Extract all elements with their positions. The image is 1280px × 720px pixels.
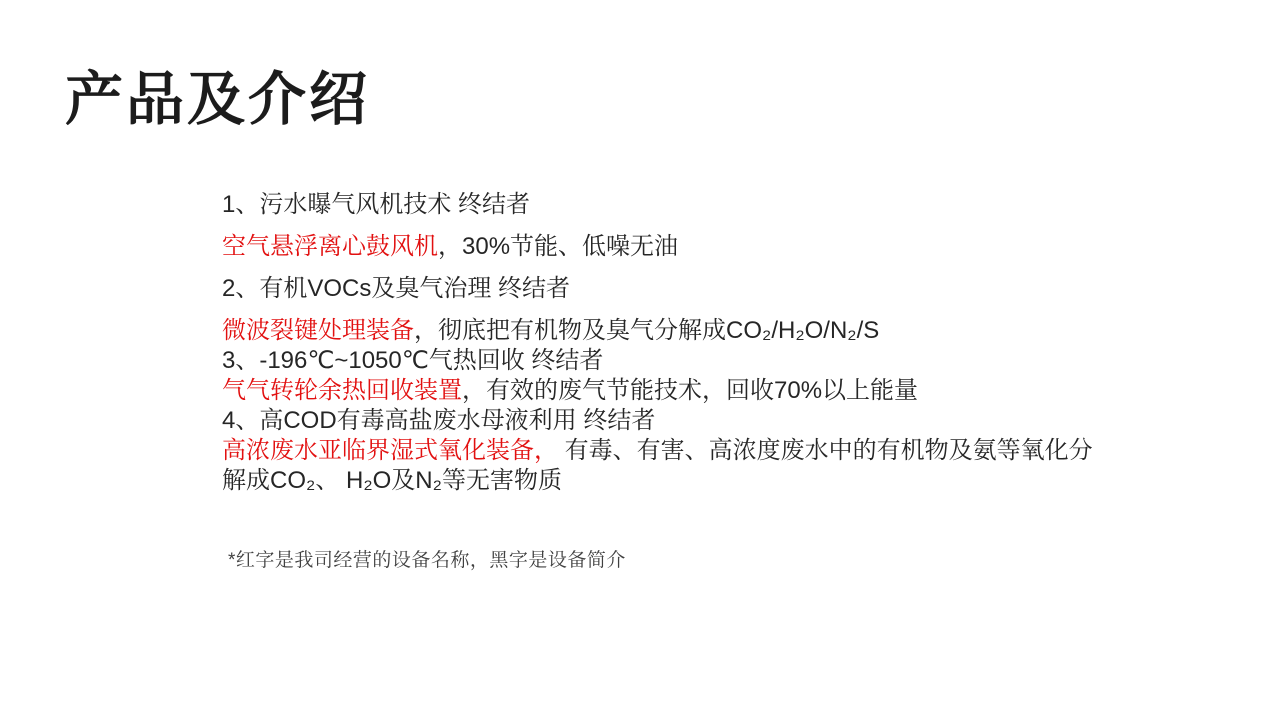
device-line-4-wrap [222, 466, 1142, 496]
description-black: ，彻底把有机物及臭气分解成CO₂/H₂O/N₂/S [414, 317, 880, 344]
footnote: *红字是我司经营的设备名称，黑字是设备简介 [228, 550, 626, 571]
device-line-2 [222, 316, 1142, 346]
product-list [222, 190, 1142, 496]
device-name-red: 高浓废水亚临界湿式氧化装备， [222, 437, 558, 464]
bullet-line-2 [222, 274, 1142, 304]
description-black: 3、-196℃~1050℃气热回收 终结者 [222, 347, 604, 374]
device-line-3 [222, 376, 1142, 406]
description-black: 4、高COD有毒高盐废水母液利用 终结者 [222, 407, 656, 434]
description-black: 有毒、有害、高浓度废水中的有机物及氨等氧化分 [558, 437, 1093, 464]
bullet-line-1 [222, 190, 1142, 220]
device-name-red: 空气悬浮离心鼓风机 [222, 233, 438, 260]
description-black: ，有效的废气节能技术，回收70%以上能量 [462, 377, 919, 404]
description-black: 解成CO₂、 H₂O及N₂等无害物质 [222, 467, 562, 494]
slide-title: 产品及介绍 [65, 67, 371, 132]
device-name-red: 微波裂键处理装备 [222, 317, 414, 344]
device-name-red: 气气转轮余热回收装置 [222, 377, 462, 404]
device-line-1 [222, 232, 1142, 262]
description-black: 2、有机VOCs及臭气治理 终结者 [222, 275, 571, 302]
description-black: 1、污水曝气风机技术 终结者 [222, 191, 531, 218]
bullet-line-3 [222, 346, 1142, 376]
bullet-line-4 [222, 406, 1142, 436]
device-line-4 [222, 436, 1142, 466]
description-black: ，30%节能、低噪无油 [438, 233, 679, 260]
